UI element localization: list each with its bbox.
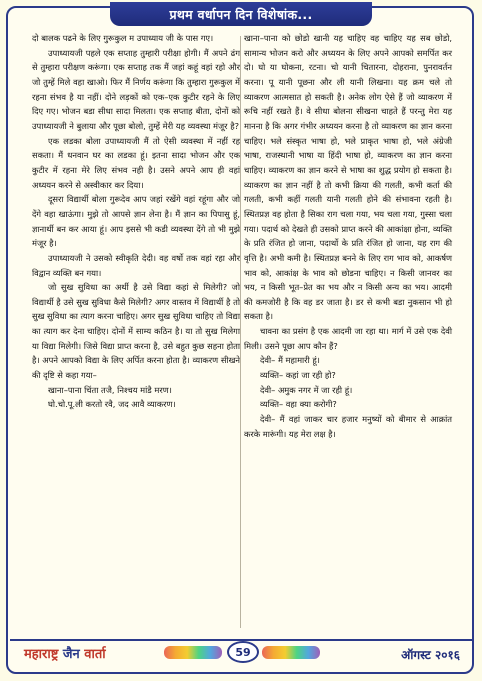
issue-header-banner — [110, 2, 372, 26]
decorative-stripe — [262, 646, 320, 659]
page-number-label: 59 — [235, 645, 251, 659]
paragraph: खाना–पाना को छोडो खानी यह चाहिए वह चाहिए यह सब छोडो, सामान्य भोजन करो और अध्ययन के लिए अपने आपको समर्पित कर दो। घो या घोकना, रटना। चो यानी चितारना, दोहराना, पुनरावर्तन करना। पू यानी पूछना और ली यानी लिखना। यह क्रम चले तो व्याकरण आत्मसात हो सकती है। अनेक लोग ऐसे हैं जो व्याकरण में रूचि नहीं रखते हैं। वे सीधा बोलना सीखना चाहते हैं परन्तु मेरा यह मानना है कि अगर गंभीर अध्ययन करना है तो व्याकरण का ज्ञान करना चाहिए। भले संस्कृत भाषा हो, भले प्राकृत भाषा हो, भले अंग्रेजी भाषा, राजस्थानी भाषा या हिंदी भाषा हो, व्याकरण का ज्ञान करना चाहिए। व्याकरण का ज्ञान करने से भाषा का शुद्ध प्रयोग हो सकता है। व्याकरण का ज्ञान नहीं है तो कभी क्रिया की गलती, कभी कर्ता की गलती, कभी कहीं गलती यानी गलती होने की संभावना रहती है। स्थितप्रज्ञ वह होता है सिका राग चला गया, भय चला गया, गुस्सा चला गया। पदार्थ को देखते ही उसको प्राप्त करने की आकांक्षा होना, व्यक्ति के प्रति रंजित हो जाना, पदार्थो के प्रति रंजित हो जाना, यह राग की वृत्ति है। अभी कमी है। स्थितप्रज्ञ बनने के लिए राग भाव को, आकर्षण भाव को, आकांक्ष के भाव को छोडना चाहिए। न किसी जानवर का भय, न किसी भूत–प्रेत का भय और न किसी अन्य का भय। आदमी की कमजोरी है कि वह डर जाता है। डर से कभी बडा नुकसान भी हो सकता है। — [244, 33, 452, 322]
dialogue-line: व्यक्ति– वहा क्या करोगी? — [260, 399, 337, 410]
paragraph: उपाध्यायजी ने उसको स्वीकृति देदी। वह वर्षो तक वहां रहा और विद्वान व्यक्ति बन गया। — [32, 252, 240, 278]
left-column — [32, 31, 240, 412]
paragraph: जो सुख सुविधा का अर्थी है उसे विद्या कहां से मिलेगी? जो विद्यार्थी है उसे सुख सुविधा कैसे मिलेगी? अगर वास्तव में विद्यार्थी है तो सुख सुविधा का त्याग करना चाहिए। अगर सुख सुविधा चाहिए तो विद्या का त्याग कर देना चाहिए। दोनों में साम्य कठिन है। या तो सुख मिलेगा या विद्या मिलेगी। जिसे विद्या प्राप्त करना है, उसे बहुत कुछ सहना होता है। अपने आपको विद्या के लिए अर्पित करना होता है। व्याकरण सीखने की दृष्टि से कहा गया– — [32, 282, 240, 381]
dialogue-line: व्यक्ति– कहां जा रही हो? — [260, 370, 336, 381]
decorative-stripe — [164, 646, 222, 659]
magazine-name-part1: महाराष्ट्र — [24, 647, 59, 662]
paragraph: दो बालक पढने के लिए गुरूकुल म उपाध्याय जी के पास गए। — [32, 33, 214, 43]
paragraph: एक लडका बोला उपाध्यायजी मैं तो ऐसी व्यवस्था में नहीं रह सकता। मैं धनवान घर का लडका हूं। इतना सादा भोजन और एक कुटीर में रहना मेरे लिए संभव नही है। उसने अपने आप ही वहां अध्ययन करने से अस्वीकार कर दिया। — [32, 135, 240, 190]
verse-line: खाना–पाना चिंता तजै, निश्चय मांडै मरण। — [48, 384, 172, 395]
magazine-name — [24, 644, 106, 662]
magazine-name-part3: वार्ता — [84, 647, 106, 662]
magazine-name-part2: जैन — [62, 647, 80, 662]
page-number — [227, 641, 259, 663]
paragraph: दूसरा विद्यार्थी बोला गुरूदेव आप जहां रखेंगे वहां रहूंगा और जो देंगे वहा खाऊंगा। मुझे तो आपसे ज्ञान लेना है। मैं ज्ञान का पिपासु हूं, ज्ञानार्थी बन कर आया हूं। आप इससे भी कडी व्यवस्था देंगे तो भी मुझे मंजूर है। — [32, 194, 240, 249]
dialogue-line: देवी– मैं वहां जाकर चार हजार मनुष्यों को बीमार से आक्रांत करके मारूंगी। यह मेरा लक्ष है। — [244, 414, 452, 439]
right-column — [244, 31, 452, 441]
paragraph: उपाध्यायजी पहले एक सप्ताह तुम्हारी परीक्षा होगी। मैं अपने ढंग से तुम्हारा परीक्षण करूंगा। एक सप्ताह तक मैं जहां कहूं वहां रहो और जो तुम्हें मिले वहा खाओ। फिर मैं निर्णय करूंगा कि तुम्हारा गुरूकुल में रहना संभव है या नहीं। दोने लड़कों को एक–एक कुटीर रहने के लिए दिए गए। भोजन बडा सीधा सादा मिलता। एक सप्ताह बीता, दोनों को उपाध्यायजी ने बुलाया और पूछा बोलो, तुम्हें मेरी यह व्यवस्था मंजूर है? — [32, 47, 240, 131]
paragraph: चावना का प्रसंग है एक आदमी जा रहा था। मार्ग में उसे एक देवी मिली। उसने पूछा आप कौन हैं? — [244, 326, 452, 351]
issue-header-title: प्रथम वर्धापन दिन विशेषांक... — [169, 6, 313, 22]
verse-line: घो.चो.पू.ली करतो रवै, जद आवै व्याकरण। — [48, 399, 176, 410]
issue-date: ऑगस्ट २०१६ — [401, 648, 460, 662]
dialogue-line: देवी– मैं महामारी हूं। — [260, 355, 320, 366]
column-divider — [240, 36, 241, 628]
dialogue-line: देवी– अमुक नगर में जा रही हूं। — [260, 384, 353, 395]
